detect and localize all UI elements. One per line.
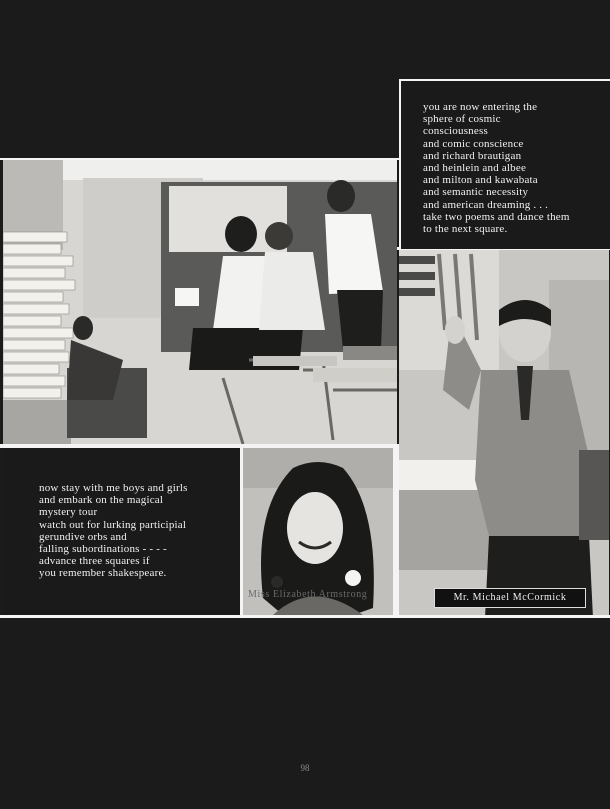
poem-line: sphere of cosmic — [423, 113, 501, 126]
poem-line: advance three squares if — [39, 555, 150, 568]
poem-top-text — [423, 101, 570, 235]
poem-line: watch out for lurking participial — [39, 518, 187, 531]
poem-line: gerundive orbs and — [39, 530, 127, 543]
poem-line: and embark on the magical — [39, 494, 164, 507]
poem-line: you are now entering the — [423, 101, 538, 113]
photo-border — [240, 448, 243, 615]
poem-box-top — [399, 79, 610, 249]
poem-line: and richard brautigan — [423, 149, 522, 162]
poem-line: you remember shakespeare. — [39, 567, 167, 580]
teacher-photo — [399, 250, 609, 618]
portrait-caption: Miss Elizabeth Armstrong — [248, 589, 368, 600]
poem-line: to the next square. — [423, 223, 508, 236]
poem-bottom-text — [39, 482, 188, 580]
classroom-photo — [3, 160, 397, 444]
page-number: 98 — [300, 763, 310, 773]
photo-border — [0, 615, 610, 618]
poem-line: and american dreaming . . . — [423, 198, 549, 211]
poem-line: now stay with me boys and girls — [39, 482, 188, 494]
poem-line: take two poems and dance them — [423, 210, 570, 223]
poem-line: falling subordinations - - - - — [39, 543, 167, 556]
poem-line: and heinlein and albee — [423, 162, 527, 175]
poem-box-bottom — [3, 448, 240, 614]
poem-line: consciousness — [423, 125, 488, 138]
poem-line: and milton and kawabata — [423, 174, 538, 187]
teacher-caption: Mr. Michael McCormick — [434, 588, 586, 608]
photo-border — [393, 448, 399, 615]
poem-line: and comic conscience — [423, 137, 524, 150]
poem-line: mystery tour — [39, 506, 98, 519]
poem-line: and semantic necessity — [423, 186, 529, 199]
photo-border — [0, 158, 399, 160]
